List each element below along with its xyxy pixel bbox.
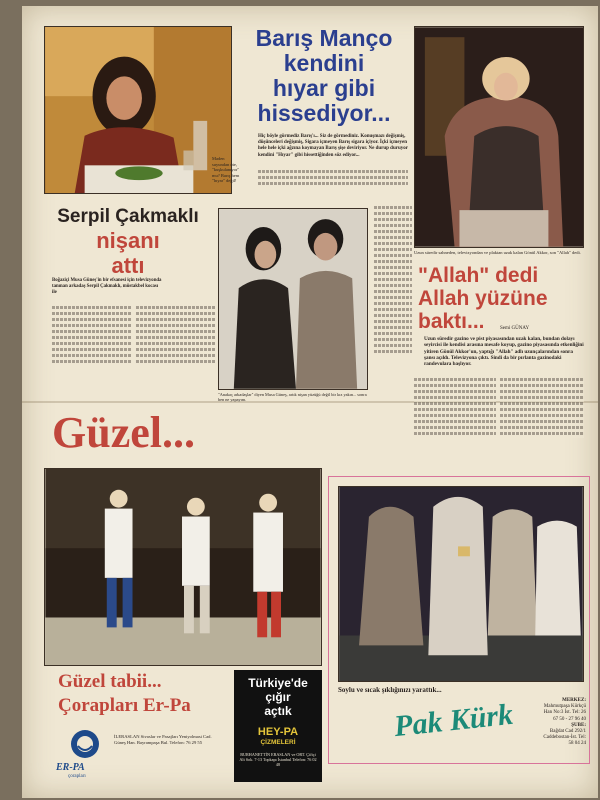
gonul-lead: Uzun süredir gazino ve pist piyasasından uzak kalan, bundan dolayı seyircisi ile kendisi arasına mesafe koyup, gazino piyasasında etkenliğini yitiren Gönül Akkor'un, yaptığı "Allah" adlı uzunçalarından sonra şansı açıldı. Televizyona çıktı. Sindi da bir pırlanta gazinodaki randevulara başlıyor. — [424, 336, 584, 368]
manco-photo-drawing — [45, 27, 231, 193]
manco-headline — [238, 26, 410, 126]
fur-photo — [338, 486, 584, 682]
heypa-line-3: açtık — [264, 704, 292, 718]
gonul-photo — [414, 26, 584, 248]
gonul-headline — [418, 264, 588, 333]
newspaper-page — [22, 6, 598, 798]
pak-kurk-sube-label: ŞUBE: — [571, 722, 586, 728]
serpil-headline-line-1: Serpil Çakmaklı — [57, 206, 199, 227]
serpil-headline — [44, 206, 212, 278]
gonul-headline-line-1: "Allah" dedi — [418, 264, 539, 287]
fashion-show-photo — [44, 468, 322, 666]
pak-kurk-addresses — [540, 698, 586, 748]
heypa-address: BURHANETTİN ERASLAN ve ORT. Çiftçi Alt Sok. 7-13 Topkapı İstanbul Telefon: 76 02 48 — [239, 752, 317, 768]
manco-lead: Hiç böyle görmediz Barış'ı... Siz de görmediniz. Konuşmazı değişmiş, düşünceleri değişmiş, Sigara içmeyen Barış sigara içiyor. İçki içmeyen hele hele içki ağzına koymayan Barış şişe deviriyor. Ne durup duruyor kendini "Hıyar" gibi hissettiğinden söz ediyor... — [258, 134, 408, 158]
gonul-byline: Semi GÜNAY — [500, 326, 530, 331]
fashion-show-drawing — [45, 469, 321, 665]
erpa-logo-text: ER-PA — [56, 762, 85, 773]
heypa-brand-sub: ÇİZMELERİ — [260, 739, 296, 746]
pak-kurk-logo: Pak Kürk — [392, 697, 515, 744]
pak-kurk-sube-address: Bağdat Cad 292/1 Caddebostan-İst. Tel: 58 04 24 — [543, 729, 586, 747]
heypa-ad — [234, 670, 322, 782]
serpil-body-col-1 — [52, 306, 132, 406]
erpa-slogan — [58, 670, 238, 718]
serpil-lead: Boğaziçi Musa Güneş'in bir efsanesi için televizyonda tanınan arkadaş Serpil Çakmaklı, müstakbel kocası ile — [52, 278, 162, 295]
serpil-photo-caption: "Anakaç arkadaşlar" diyen Musa Güneş, artık nişan yüzüğü değil bir kız yakın... sonra ben ne yapayım. — [218, 392, 367, 403]
heypa-slogan — [234, 676, 322, 718]
guzel-caption: Soylu ve sıcak şıklığınızı yarattık... — [338, 686, 442, 694]
serpil-photo — [218, 208, 368, 390]
heypa-line-1: Türkiye'de — [248, 676, 308, 690]
heypa-brand: HEY-PA — [257, 726, 299, 738]
serpil-headline-line-3: attı — [111, 253, 145, 278]
pak-kurk-merkez-label: MERKEZ: — [562, 698, 586, 703]
erpa-logo-sub: çorapları — [68, 774, 86, 779]
gonul-photo-drawing — [415, 27, 583, 247]
serpil-headline-line-2: nişanı — [96, 228, 160, 253]
gonul-headline-line-2: Allah yüzüne — [418, 287, 548, 310]
erpa-slogan-line-2: Çorapları Er-Pa — [58, 695, 191, 716]
gonul-photo-caption: Uzun süredir sahneden, televizyondan ve plaktan uzak kalan Gönül Akkor, son "Allah" dedi. — [414, 250, 581, 255]
manco-headline-line-2: kendini — [283, 50, 365, 76]
gonul-body-col-2 — [500, 378, 584, 476]
manco-photo-caption: Maden suyundan öte, "kuşkulanıyor" mu? Barış hem "hıyar" değil! — [212, 156, 240, 183]
gonul-headline-line-3: baktı... — [418, 310, 485, 333]
serpil-photo-drawing — [219, 209, 367, 389]
manco-headline-line-3: hıyar gibi — [272, 75, 376, 101]
guzel-headline: Güzel... — [52, 408, 195, 457]
middle-body-text — [374, 206, 412, 456]
manco-headline-line-1: Barış Manço — [255, 25, 393, 51]
gonul-body-col-1 — [414, 378, 496, 476]
serpil-body-col-2 — [136, 306, 216, 406]
erpa-slogan-line-1: Güzel tabii... — [58, 671, 162, 692]
fur-photo-drawing — [339, 487, 583, 681]
erpa-address: İLERASLAN Sivaslar ve Pasajları Yeniyolmasi Cad. Güneş Han. Bayrampaşa Bul. Telefon: 76 29 55 — [114, 734, 212, 745]
manco-photo — [44, 26, 232, 194]
manco-headline-line-4: hissediyor... — [257, 100, 391, 126]
pak-kurk-merkez-address: Mahmutpaşa Kürkçü Han No:3 İst. Tel: 26 67 50 - 27 96 40 — [543, 704, 586, 722]
manco-body-text — [258, 170, 408, 200]
heypa-line-2: çığır — [265, 690, 291, 704]
